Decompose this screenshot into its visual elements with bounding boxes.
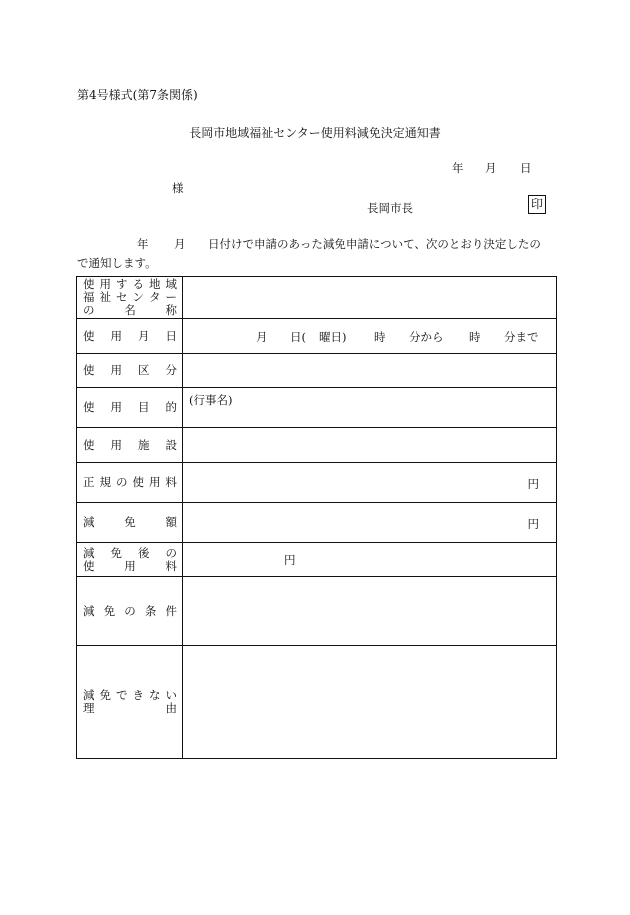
value-purpose[interactable] [183,388,557,428]
value-reduction[interactable] [183,503,557,543]
value-refusal-reason[interactable] [183,646,557,759]
label-char: ン [132,290,144,304]
label-char: 月 [138,328,150,343]
use-end-hour-label: 時 [469,330,481,344]
notice-form-table [76,276,557,759]
use-month-label: 月 [256,330,268,344]
row-regular-fee [77,463,557,503]
label-char: 域 [165,277,177,291]
label-facility-name [77,277,183,319]
label-char: 設 [165,437,177,452]
label-char: 用 [110,400,122,414]
issuer-name: 長岡市長 [367,201,413,215]
label-char: 額 [165,515,177,529]
label-char: 使 [83,400,95,414]
label-char: き [132,688,144,702]
label-line [83,547,177,560]
label-use-category [77,354,183,388]
label-char: 分 [165,363,177,377]
fee-after-unit: 円 [284,553,296,567]
label-reduction [77,503,183,543]
label-char: タ [149,290,161,304]
label-char: 正 [83,475,95,489]
label-char: す [116,277,128,291]
event-name-label: (行事名) [189,393,233,407]
label-line [83,605,177,618]
label-char: 地 [149,277,161,291]
label-char: 目 [138,400,150,414]
label-purpose [77,388,183,428]
label-char: の [124,603,136,618]
label-char: 料 [165,558,177,573]
use-start-hour-label: 時 [374,330,386,344]
label-char: 理 [83,701,95,715]
label-char: 件 [165,603,177,618]
label-char: の [83,303,95,317]
value-regular-fee[interactable] [183,463,557,503]
row-facility-name [77,277,557,319]
row-reduction [77,503,557,543]
label-char: 料 [165,475,177,489]
label-char: 減 [83,515,95,529]
label-char: 減 [83,545,95,560]
label-char: 使 [83,558,95,573]
row-refusal-reason [77,646,557,759]
date-day-label: 日 [520,161,532,175]
row-purpose [77,388,557,428]
label-use-date [77,319,183,354]
label-char: 用 [110,328,122,343]
label-char: 減 [83,603,95,618]
value-conditions[interactable] [183,577,557,646]
use-end-minute-label: 分まで [504,330,539,344]
date-year-label: 年 [452,161,464,175]
label-char: 福 [83,290,95,304]
label-char: な [149,688,161,702]
label-char: 的 [165,400,177,414]
label-line [83,560,177,573]
label-char: 使 [83,437,95,452]
row-use-category [77,354,557,388]
label-char: 用 [149,475,161,489]
label-char: 免 [99,688,111,702]
label-line [83,689,177,702]
addressee-suffix: 様 [172,181,184,195]
label-char: で [116,688,128,702]
label-char: 施 [138,437,150,452]
label-char: 後 [138,545,150,560]
label-char: る [132,277,144,291]
label-char: の [116,475,128,489]
label-char: い [165,688,177,702]
use-day-label: 日( [290,330,306,344]
value-use-date[interactable] [183,319,557,354]
label-char: 用 [99,277,111,291]
label-char: 免 [124,515,136,529]
label-char: 用 [124,558,136,573]
value-use-category[interactable] [183,354,557,388]
label-char: 区 [138,363,150,377]
label-char: 免 [110,545,122,560]
label-char: 使 [83,328,95,343]
row-fee-after [77,543,557,577]
label-line [83,476,177,489]
label-char: 用 [110,363,122,377]
label-char: 由 [165,701,177,715]
label-fee-after [77,543,183,577]
label-char: 規 [99,475,111,489]
label-line [83,516,177,529]
label-char: 日 [165,328,177,343]
body-text: 日付けで申請のあった減免申請について、次のとおり決定したの [208,237,541,251]
label-char: 名 [124,303,136,317]
value-facility-name[interactable] [183,277,557,319]
label-refusal-reason [77,646,183,759]
body-month-label: 月 [174,237,186,251]
label-char: 減 [83,688,95,702]
label-char: 祉 [99,290,111,304]
form-number: 第4号様式(第7条関係) [77,88,198,102]
label-regular-fee [77,463,183,503]
label-char: 使 [83,363,95,377]
label-char: セ [116,290,128,304]
label-char: 免 [103,603,116,618]
label-char: の [165,545,177,560]
label-conditions [77,577,183,646]
label-facility [77,428,183,463]
label-char: ー [165,290,177,304]
label-line [83,330,177,343]
regular-fee-unit: 円 [527,477,539,491]
label-line [83,278,177,291]
label-char: 使 [83,277,95,291]
date-month-label: 月 [485,161,497,175]
document-title: 長岡市地域福祉センター使用料減免決定通知書 [189,126,441,140]
value-facility[interactable] [183,428,557,463]
label-line [83,439,177,452]
label-char: 使 [132,475,144,489]
label-line [83,304,177,317]
row-use-date [77,319,557,354]
use-start-minute-label: 分から [409,330,444,344]
reduction-unit: 円 [527,517,539,531]
seal-mark: 印 [528,195,546,214]
use-weekday-label: 曜日) [319,330,347,344]
label-line [83,401,177,414]
label-char: 用 [110,437,122,452]
body-text-continued: で通知します。 [77,256,157,270]
value-fee-after[interactable] [183,543,557,577]
label-char: 条 [144,603,157,618]
label-char: 称 [165,303,177,317]
label-line [83,702,177,715]
row-facility [77,428,557,463]
row-conditions [77,577,557,646]
label-line [83,364,177,377]
body-year-label: 年 [137,237,149,251]
